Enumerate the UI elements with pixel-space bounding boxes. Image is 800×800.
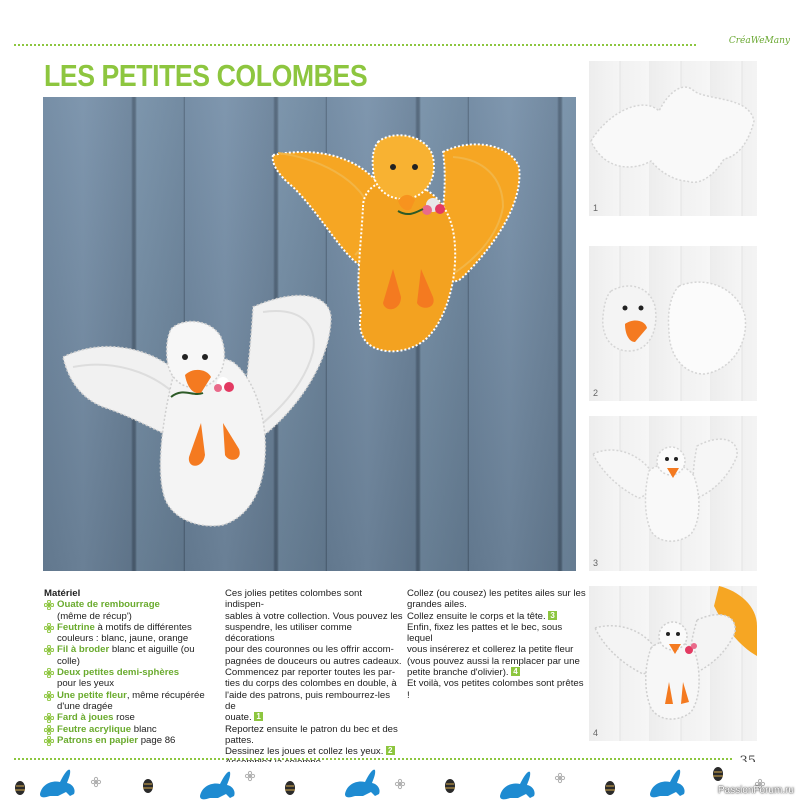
- step-badge-2: 2: [388, 746, 393, 756]
- finished-dove-with-flower-icon: [589, 586, 757, 741]
- materials-list: Matériel Ouate de rembourrage (même de récup') Feutrine à motifs de différentes couleurs : blanc, jaune, orange Fil à broder blanc et aiguille (ou colle) Deux petites demi-sphères pour les yeux Une petite fleur, même récupérée d'une dragée Fard à joues rose Feutre acrylique blanc Patrons en papier page 86: [44, 588, 214, 746]
- material-item: Ouate de rembourrage: [44, 599, 214, 610]
- flower-bullet-icon: [44, 736, 54, 746]
- page-title: LES PETITES COLOMBES: [44, 58, 368, 93]
- flower-bullet-icon: [44, 725, 54, 735]
- instructions-column-2: Ces jolies petites colombes sont indispen- sables à votre collection. Vous pouvez les suspendre, les utiliser comme décorations pour des couronnes ou les offrir accom- pagnées de douceurs ou autres cadeaux. Commencez par reporter toutes les par- ties du corps des colombes en double, à l'aide des patrons, puis rembourrez-les de ouate. 1 Reportez ensuite le patron du bec et des pattes. Dessinez les joues et collez les yeux. 2: [225, 588, 403, 758]
- doves-illustration: [43, 97, 576, 571]
- flower-bullet-icon: [44, 691, 54, 701]
- flower-bullet-icon: [44, 645, 54, 655]
- brand-logo: CréaWeMany: [728, 36, 790, 46]
- watermark: PassionForum.ru: [717, 785, 794, 796]
- step-number-3: 3: [593, 558, 599, 568]
- material-item: Patrons en papier page 86: [44, 735, 214, 746]
- white-dove-body-cutout-icon: [589, 61, 757, 216]
- flower-bullet-icon: [44, 600, 54, 610]
- step-badge-4: 4: [513, 667, 518, 677]
- top-dotted-rule: [14, 44, 696, 46]
- step-number-2: 2: [593, 388, 599, 398]
- step-number-4: 4: [593, 728, 599, 738]
- material-item: Deux petites demi-sphères: [44, 667, 214, 678]
- easter-decoration-band: [0, 762, 800, 800]
- dove-head-and-stuffing-icon: [589, 246, 757, 401]
- flower-bullet-icon: [44, 668, 54, 678]
- material-item: Feutre acrylique blanc: [44, 724, 214, 735]
- white-dove: [63, 296, 331, 526]
- bunny-egg-pattern-icon: [0, 762, 800, 800]
- flower-bullet-icon: [44, 713, 54, 723]
- assembled-white-dove-icon: [589, 416, 757, 571]
- footer-dotted-rule: [14, 758, 732, 760]
- material-item: Une petite fleur, même récupérée: [44, 690, 214, 701]
- materials-title: Matériel: [44, 588, 81, 599]
- instructions-column-3: Collez (ou cousez) les petites ailes sur les grandes ailes. Collez ensuite le corps et la tête. 3 Enfin, fixez les pattes et le bec, sous lequel vous insérerez et collerez la petite fleur (vous pouvez aussi la remplacer par une petite branche d'olivier). 4 Et voilà, vos petites colombes sont prêtes !: [407, 588, 586, 701]
- step-photo-3: [589, 416, 757, 571]
- step-number-1: 1: [593, 203, 599, 213]
- step-badge-3: 3: [550, 610, 555, 620]
- material-item: Feutrine à motifs de différentes: [44, 622, 214, 633]
- step-photo-1: [589, 61, 757, 216]
- step-badge-1: 1: [256, 712, 261, 722]
- flower-bullet-icon: [44, 623, 54, 633]
- step-photo-4: [589, 586, 757, 741]
- step-photo-2: [589, 246, 757, 401]
- main-photo-doves: [43, 97, 576, 571]
- material-item: Fard à joues rose: [44, 712, 214, 723]
- material-item: Fil à broder blanc et aiguille (ou colle): [44, 644, 214, 667]
